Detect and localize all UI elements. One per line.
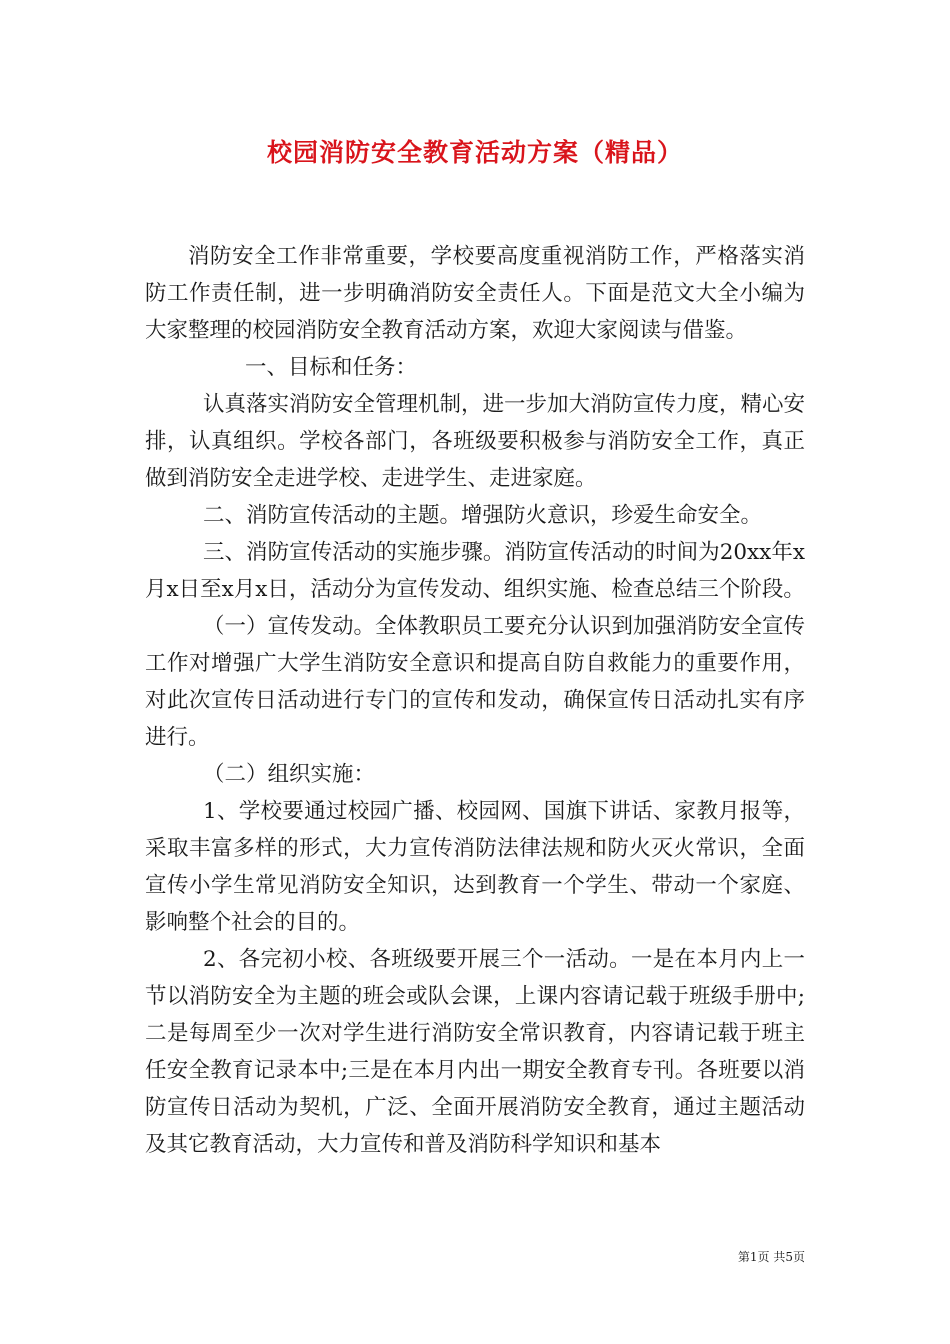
paragraph-goals: 认真落实消防安全管理机制，进一步加大消防宣传力度，精心安排，认真组织。学校各部门，各班级要积极参与消防安全工作，真正做到消防安全走进学校、走进学生、走进家庭。 <box>145 392 806 491</box>
paragraph-theme: 二、消防宣传活动的主题。增强防火意识，珍爱生命安全。 <box>203 503 763 528</box>
heading-implement: （二）组织实施： <box>203 762 376 787</box>
paragraph-item-2: 2、各完初小校、各班级要开展三个一活动。一是在本月内上一节以消防安全为主题的班会或队会课，上课内容请记载于班级手册中;二是每周至少一次对学生进行消防安全常识教育，内容请记载于班主任安全教育记录本中;三是在本月内出一期安全教育专刊。各班要以消防宣传日活动为契机，广泛、全面开展消防安全教育，通过主题活动及其它教育活动，大力宣传和普及消防科学知识和基本 <box>145 947 805 1157</box>
paragraph-mobilize: （一）宣传发动。全体教职员工要充分认识到加强消防安全宣传工作对增强广大学生消防安全意识和提高自防自救能力的重要作用，对此次宣传日活动进行专门的宣传和发动，确保宣传日活动扎实有序进行。 <box>145 614 806 750</box>
paragraph-steps: 三、消防宣传活动的实施步骤。消防宣传活动的时间为20xx年x月x日至x月x日，活动分为宣传发动、组织实施、检查总结三个阶段。 <box>145 540 805 602</box>
heading-goals: 一、目标和任务： <box>245 355 418 380</box>
document-body <box>145 238 805 1163</box>
document-title: 校园消防安全教育活动方案（精品） <box>266 138 683 167</box>
paragraph-intro: 消防安全工作非常重要，学校要高度重视消防工作，严格落实消防工作责任制，进一步明确消防安全责任人。下面是范文大全小编为大家整理的校园消防安全教育活动方案，欢迎大家阅读与借鉴。 <box>145 244 805 343</box>
page-footer: 第1页 共5页 <box>737 1250 805 1264</box>
paragraph-item-1: 1、学校要通过校园广播、校园网、国旗下讲话、家教月报等，采取丰富多样的形式，大力宣传消防法律法规和防火灭火常识，全面宣传小学生常见消防安全知识，达到教育一个学生、带动一个家庭、影响整个社会的目的。 <box>145 799 805 935</box>
